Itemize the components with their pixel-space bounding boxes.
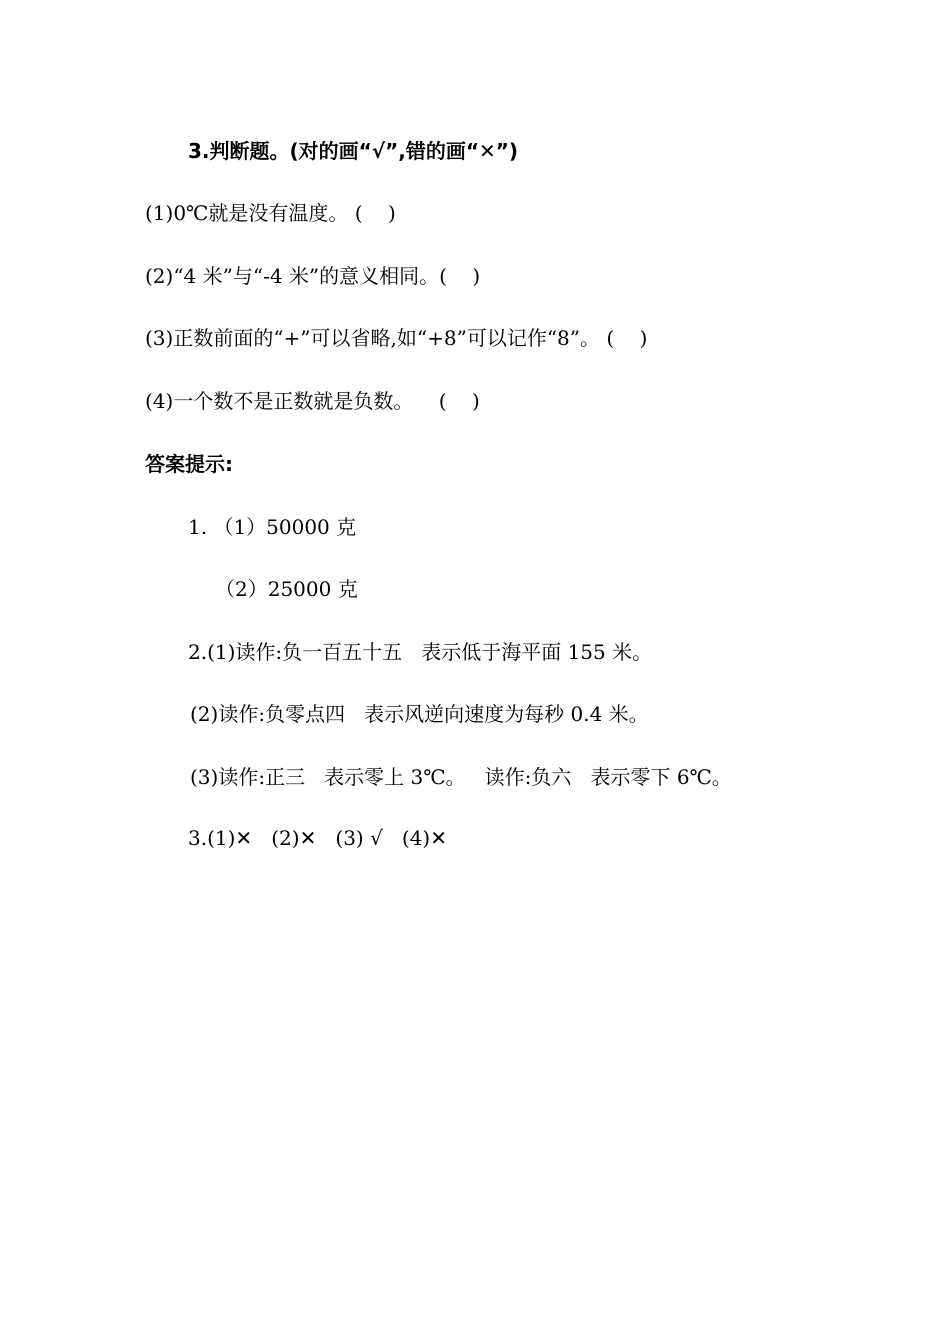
- judgment-item-1: (1)0℃就是没有温度。 ( ): [145, 201, 396, 225]
- answers-heading: 答案提示:: [145, 452, 233, 476]
- judgment-item-4: (4)一个数不是正数就是负数。 ( ): [145, 389, 480, 413]
- judgment-heading: 3.判断题。(对的画“√”,错的画“✕”): [188, 139, 519, 163]
- answer-line-4: (2)读作:负零点四 表示风逆向速度为每秒 0.4 米。: [190, 702, 649, 726]
- answer-line-5: (3)读作:正三 表示零上 3℃。 读作:负六 表示零下 6℃。: [190, 765, 732, 789]
- judgment-item-2: (2)“4 米”与“-4 米”的意义相同。( ): [145, 264, 481, 288]
- answer-line-1: 1. （1）50000 克: [188, 515, 357, 539]
- judgment-item-3: (3)正数前面的“+”可以省略,如“+8”可以记作“8”。 ( ): [145, 326, 648, 350]
- answer-line-6: 3.(1)✕ (2)✕ (3) √ (4)✕: [188, 826, 447, 850]
- answer-line-3: 2.(1)读作:负一百五十五 表示低于海平面 155 米。: [188, 640, 653, 664]
- answer-line-2: （2）25000 克: [215, 577, 358, 601]
